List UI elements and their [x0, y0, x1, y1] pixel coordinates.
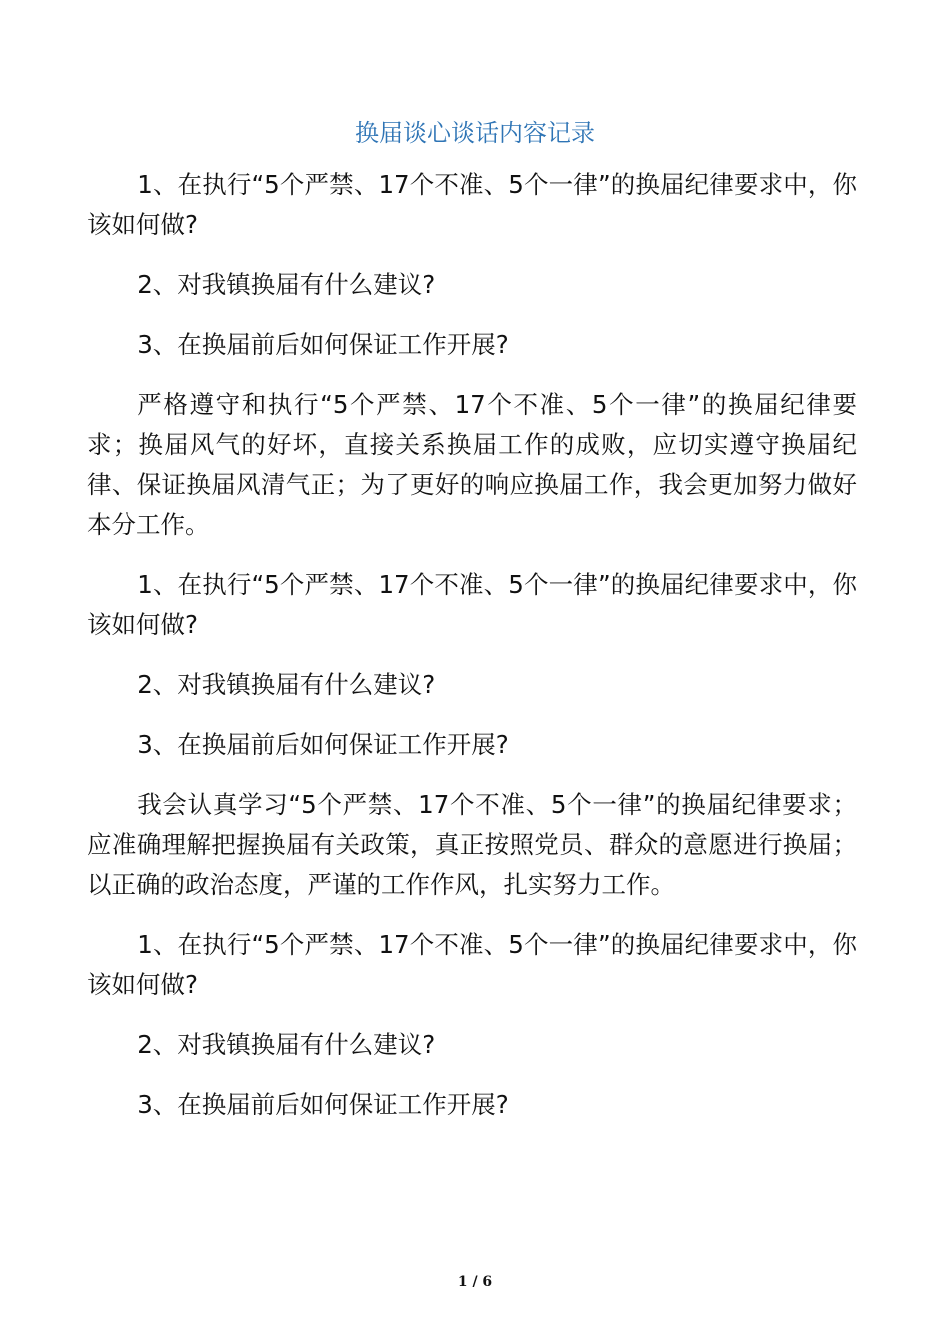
page-number: 1 / 6 [457, 1274, 493, 1290]
question-paragraph: 3、在换届前后如何保证工作开展? [137, 330, 509, 359]
question-paragraph: 3、在换届前后如何保证工作开展? [137, 1090, 509, 1119]
question-paragraph: 2、对我镇换届有什么建议? [137, 270, 436, 299]
question-paragraph: 1、在执行“5个严禁、17个不准、5个一律”的换届纪律要求中，你该如何做? [87, 170, 857, 239]
question-paragraph: 2、对我镇换届有什么建议? [137, 670, 436, 699]
question-paragraph: 1、在执行“5个严禁、17个不准、5个一律”的换届纪律要求中，你该如何做? [87, 930, 857, 999]
document-body [87, 165, 857, 1145]
answer-paragraph: 我会认真学习“5个严禁、17个不准、5个一律”的换届纪律要求；应准确理解把握换届有关政策，真正按照党员、群众的意愿进行换届；以正确的政治态度，严谨的工作作风，扎实努力工作。 [87, 790, 857, 899]
question-paragraph: 2、对我镇换届有什么建议? [137, 1030, 436, 1059]
question-paragraph: 1、在执行“5个严禁、17个不准、5个一律”的换届纪律要求中，你该如何做? [87, 570, 857, 639]
document-title: 换届谈心谈话内容记录 [355, 119, 595, 147]
question-paragraph: 3、在换届前后如何保证工作开展? [137, 730, 509, 759]
answer-paragraph: 严格遵守和执行“5个严禁、17个不准、5个一律”的换届纪律要求；换届风气的好坏，直接关系换届工作的成败，应切实遵守换届纪律、保证换届风清气正；为了更好的响应换届工作，我会更加努力做好本分工作。 [87, 390, 857, 539]
